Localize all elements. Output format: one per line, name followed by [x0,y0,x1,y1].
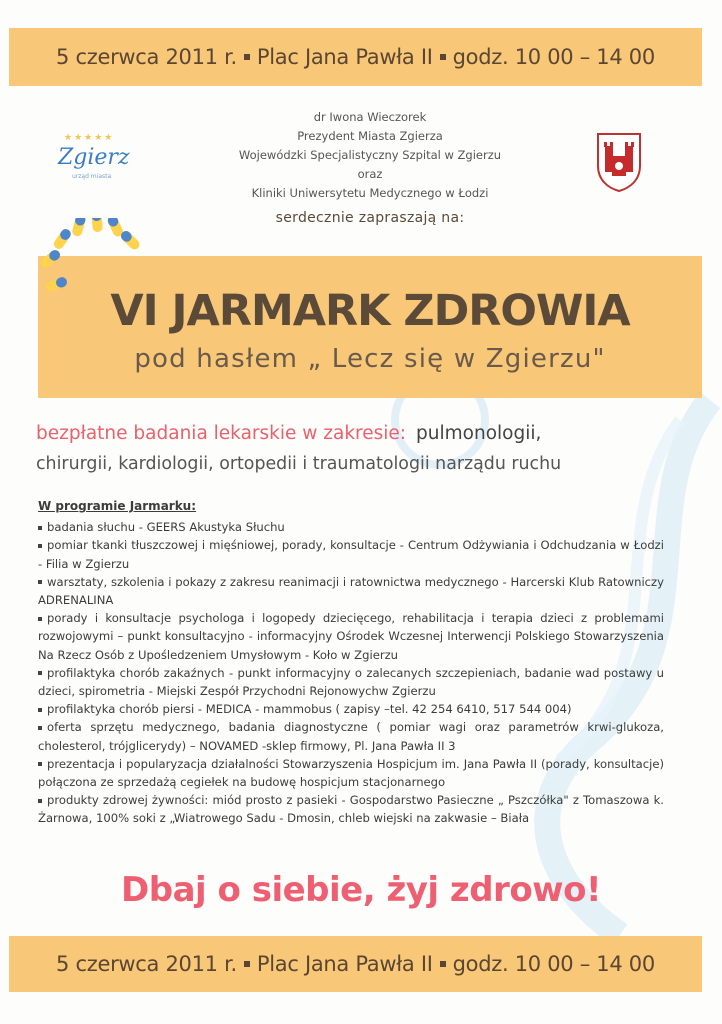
bullet-icon [38,726,42,730]
bullet-icon [38,708,42,712]
separator-square [440,961,446,967]
separator-square [244,54,250,60]
bullet-icon [38,526,42,530]
organizer-line: Kliniki Uniwersytetu Medycznego w Łodzi [251,186,489,200]
event-subtitle: pod hasłem „ Lecz się w Zgierzu" [134,344,606,374]
free-exams-lead: bezpłatne badania lekarskie w zakresie: [36,423,407,444]
city-crest-icon [596,132,642,192]
program-item-text: oferta sprzętu medycznego, badania diagnostyczne ( pomiar wagi oraz parametrów krwi-glukoza, cholesterol, trójglicerydy) – NOVAMED -sklep firmowy, Pl. Jana Pawła II 3 [38,720,664,753]
pills-icon [26,218,156,308]
bullet-icon [38,544,42,548]
organizer-line: Prezydent Miasta Zgierza [297,129,443,143]
program-item-text: prezentacja i popularyzacja działalności Stowarzyszenia Hospicjum im. Jana Pawła II (porady, konsultacje) połączona ze sprzedażą cegiełek na budowę hospicjum stacjonarnego [38,756,664,790]
banner-place: Plac Jana Pawła II [256,45,433,69]
program-item [38,755,664,791]
program-item [38,536,664,572]
banner-date: 5 czerwca 2011 r. [56,952,237,976]
program-item-text: warsztaty, szkolenia i pokazy z zakresu reanimacji i ratownictwa medycznego - Harcerski Klub Ratowniczy ADRENALINA [38,574,664,608]
program-item [38,518,664,536]
slogan: Dbaj o siebie, żyj zdrowo! [121,870,601,910]
organizers-block [200,108,540,203]
program-item-text: profilaktyka chorób zakaźnych - punkt informacyjny o zalecanych szczepieniach, badanie wad postawy u dzieci, spirometria - Miejski Zespół Przychodni Rejonowychw Zgierzu [38,665,664,699]
organizer-line: Wojewódzki Specjalistyczny Szpital w Zgierzu [238,148,502,162]
program-item-text: badania słuchu - GEERS Akustyka Słuchu [47,520,285,535]
program-item-text: porady i konsultacje psychologa i logopedy dziecięcego, rehabilitacja i terapia dzieci z problemami rozwojowymi – punkt konsultacyjno - informacyjny Ośrodek Wczesnej Interwencji Polskiego Stowarzyszenia Na Rzecz Osób z Upośledzeniem Umysłowym - Koło w Zgierzu [38,611,664,662]
invitation-text: serdecznie zapraszają na: [275,210,465,226]
bullet-icon [38,671,42,675]
free-exams-line [36,423,676,444]
logo-tagline: urząd miasta [72,173,112,180]
banner-place: Plac Jana Pawła II [256,952,433,976]
top-date-banner [9,28,702,86]
program-item-text: produkty zdrowej żywności: miód prosto z pasieki - Gospodarstwo Pasieczne „ Pszczółka" z Tomaszowa k. Żarnowa, 100% soki z „Wiatrowego Sadu - Dmosin, chleb wiejski na zakwasie – Biała [38,793,664,826]
organizer-line: dr Iwona Wieczorek [313,110,427,124]
program-item [38,573,664,609]
logo-wordmark: Zgierz [58,145,130,170]
program-item [38,700,664,718]
separator-square [440,54,446,60]
separator-square [244,961,250,967]
bottom-date-banner [9,936,702,992]
organizer-line: oraz [357,167,383,181]
banner-time: godz. 10 00 – 14 00 [452,952,655,976]
program-item-text: profilaktyka chorób piersi - MEDICA - mammobus ( zapisy –tel. 42 254 6410, 517 544 004) [47,702,572,717]
zgierz-logo [52,133,132,183]
banner-date: 5 czerwca 2011 r. [56,45,237,69]
program-heading: W programie Jarmarku: [38,499,197,513]
program-item [38,791,664,827]
bullet-icon [38,617,42,621]
exam-field-first: pulmonologii, [416,423,542,444]
bullet-icon [38,799,42,803]
program-item-text: pomiar tkanki tłuszczowej i mięśniowej, porady, konsultacje - Centrum Odżywiania i Odchudzania w Łodzi - Filia w Zgierzu [38,538,664,571]
program-item [38,609,664,664]
logo-stars-icon: ★★★★★ [64,133,115,143]
program-item [38,664,664,700]
bullet-icon [38,580,42,584]
exam-fields: chirurgii, kardiologii, ortopedii i traumatologii narządu ruchu [36,454,562,474]
bullet-icon [38,762,42,766]
banner-time: godz. 10 00 – 14 00 [452,45,655,69]
event-title: VI JARMARK ZDROWIA [110,286,630,336]
program-section [38,497,664,828]
program-item [38,718,664,754]
